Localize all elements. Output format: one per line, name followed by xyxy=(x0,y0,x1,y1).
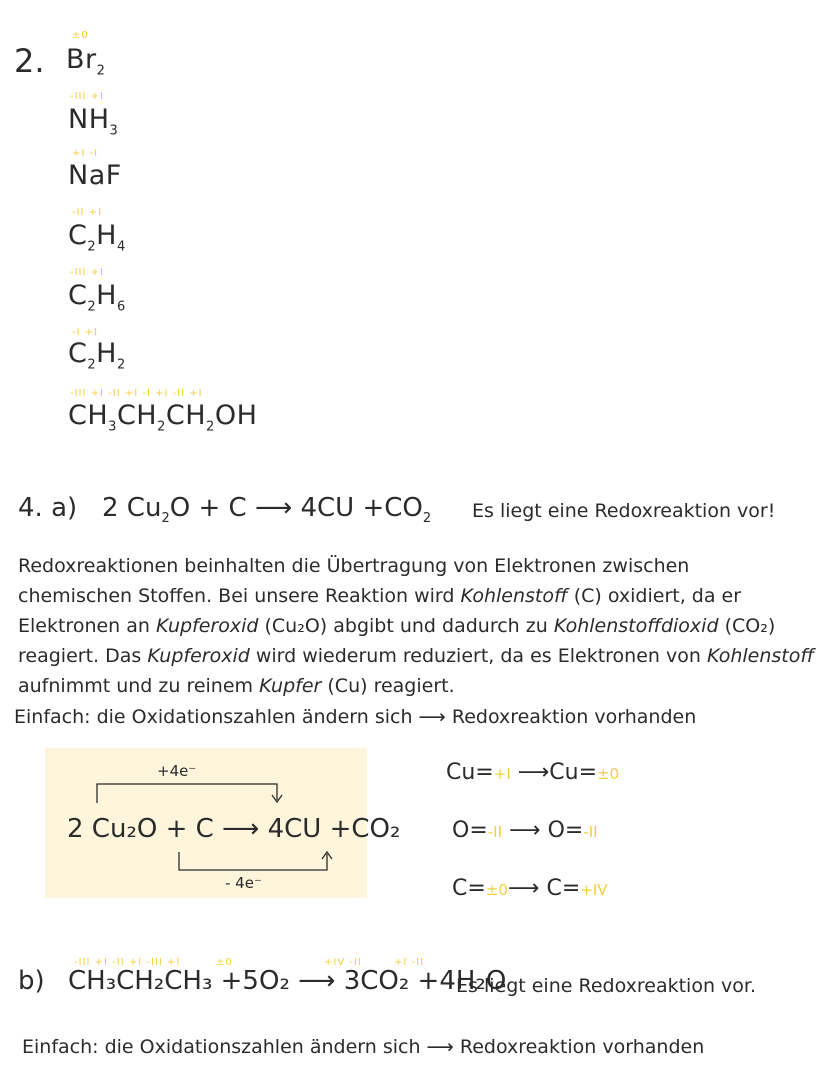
formula-naf: NaF xyxy=(68,160,122,191)
oxidation-number: -III +I -II +I -I +I -II +I xyxy=(70,388,203,399)
oxidation-number: +I -II xyxy=(394,957,425,968)
simple-summary-4a: Einfach: die Oxidationszahlen ändern sich ⟶ Redoxreaktion vorhanden xyxy=(14,706,697,728)
verdict-4b: Es liegt eine Redoxreaktion vor. xyxy=(456,975,757,997)
verdict-4a: Es liegt eine Redoxreaktion vor! xyxy=(472,500,776,522)
simple-summary-4b: Einfach: die Oxidationszahlen ändern sich ⟶ Redoxreaktion vorhanden xyxy=(22,1036,705,1058)
equation-4a: 2 $Cu_2O + C$ ⟶ $4CU +CO_2$ xyxy=(102,493,432,527)
formula-br2: $Br_2$ xyxy=(66,44,106,79)
oxidation-number: ±0 xyxy=(72,30,89,41)
equation-4b: CH₃CH₂CH₃ +5O₂ ⟶ 3CO₂ +4H₂O xyxy=(68,966,507,996)
text-line-2: chemischen Stoffen. Bei unsere Reaktion wird Kohlenstoff (C) oxidiert, da er xyxy=(18,585,742,607)
oxidation-number: ±0 xyxy=(216,957,233,968)
electron-transfer-box xyxy=(45,748,401,898)
change-o: O=-II ⟶ O=-II xyxy=(452,818,598,843)
text-line-4: reagiert. Das Kupferoxid wird wiederum reduziert, da es Elektronen von Kohlenstoff xyxy=(18,645,815,667)
electron-loss-label: - 4e⁻ xyxy=(225,874,262,892)
task-label-4b: b) xyxy=(18,966,45,996)
oxidation-number: -III +I xyxy=(70,267,104,278)
text-line-5: aufnimmt und zu reinem Kupfer (Cu) reagiert. xyxy=(18,675,455,697)
text-line-3: Elektronen an Kupferoxid (Cu₂O) abgibt und dadurch zu Kohlenstoffdioxid (CO₂) xyxy=(18,615,776,637)
task-number-2: 2. xyxy=(14,42,45,80)
formula-c2h2: $C_2H_2$ xyxy=(68,338,126,373)
oxidation-number: +I -I xyxy=(72,148,99,159)
oxidation-number: -III +I -II +I -III +I xyxy=(74,957,181,968)
oxidation-number: -I +I xyxy=(72,327,99,338)
electron-gain-label: +4e⁻ xyxy=(157,762,197,780)
formula-nh3: $NH_3$ xyxy=(68,104,119,139)
text-line-1: Redoxreaktionen beinhalten die Übertragung von Elektronen zwischen xyxy=(18,555,690,577)
formula-c2h6: $C_2H_6$ xyxy=(68,280,126,315)
oxidation-number: +IV -II xyxy=(324,957,362,968)
box-equation: 2 Cu₂O + C ⟶ 4CU +CO₂ xyxy=(67,814,401,844)
formula-c2h4: $C_2H_4$ xyxy=(68,220,126,255)
oxidation-number: -II +I xyxy=(72,207,103,218)
task-label-4a: 4. a) xyxy=(18,493,78,523)
change-c: C=±0⟶ C=+IV xyxy=(452,876,608,901)
formula-propanol: $CH_3CH_2CH_2OH$ xyxy=(68,400,258,435)
oxidation-number: -III +I xyxy=(70,91,104,102)
change-cu: Cu=+I ⟶Cu=±0 xyxy=(446,760,620,785)
